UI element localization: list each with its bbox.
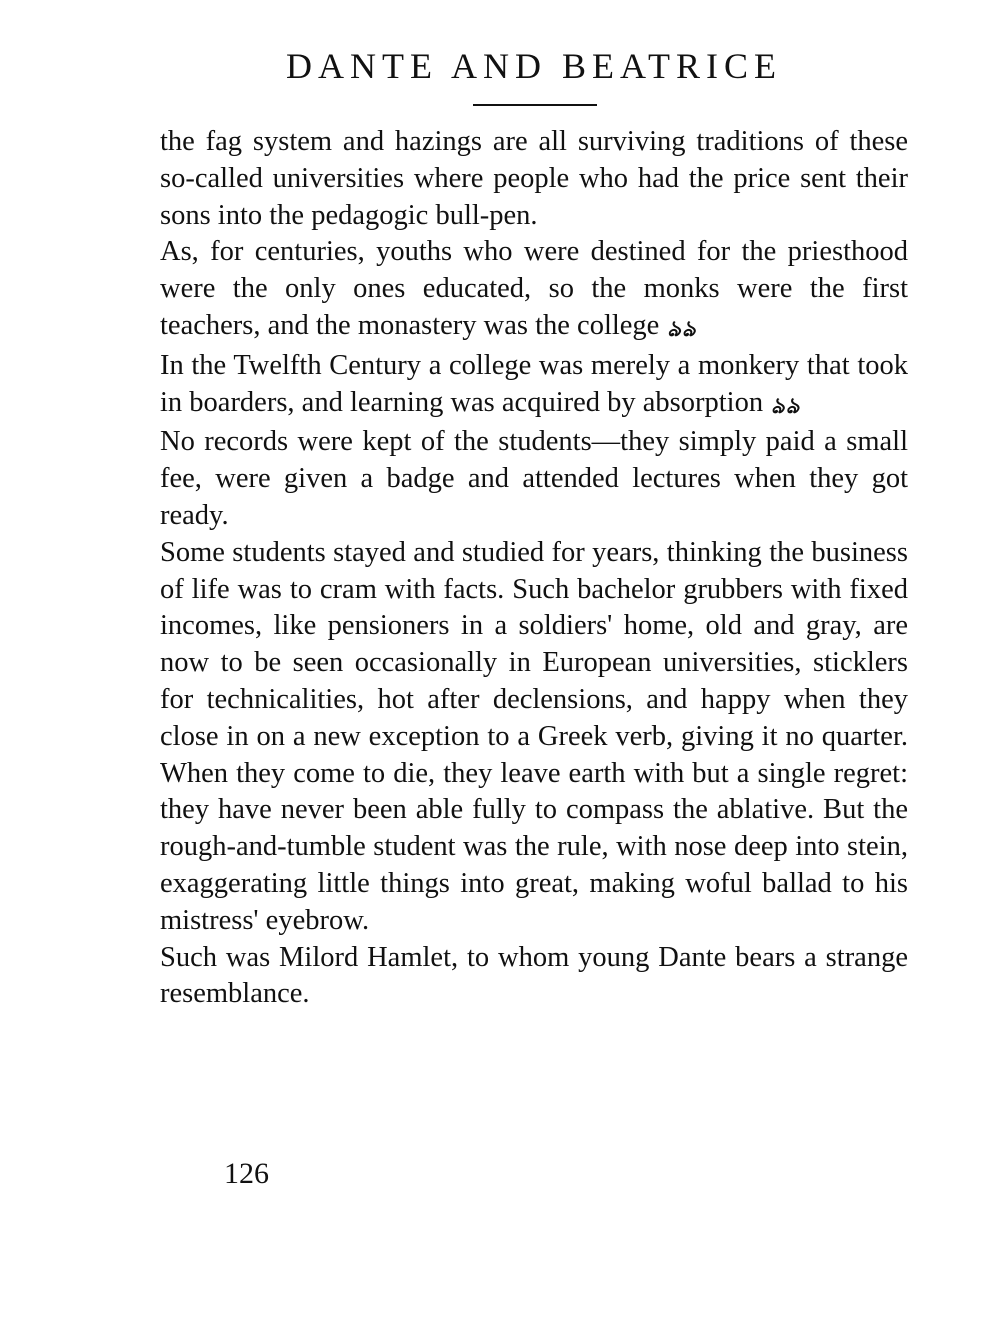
running-head: DANTE AND BEATRICE	[286, 46, 782, 86]
paragraph	[160, 124, 908, 234]
paragraph	[160, 234, 908, 347]
paragraph-text: As, for centuries, youths who were destined for the priesthood were the only ones educated, so the monks were the first teachers, and the monastery was the college	[160, 236, 908, 341]
paragraph	[160, 424, 908, 534]
paragraph-ornament-icon: ঌ ঌ	[667, 315, 694, 341]
body-text	[160, 124, 908, 1013]
paragraph-text: Such was Milord Hamlet, to whom young Dante bears a strange resemblance.	[160, 941, 908, 1010]
paragraph-ornament-icon: ঌ ঌ	[771, 392, 798, 418]
page-number: 126	[224, 1157, 269, 1190]
paragraph	[160, 535, 908, 940]
paragraph-text: Some students stayed and studied for years, thinking the business of life was to cram with facts. Such bachelor grubbers with fixed incomes, like pensioners in a soldiers' home, old and gray, are now to be seen occasionally in European universities, sticklers for technicalities, hot after declensions, and happy when they close in on a new exception to a Greek verb, giving it no quarter. When they come to die, they leave earth with but a single regret: they have never been able fully to compass the ablative. But the rough-and-tumble student was the rule, with nose deep into stein, exaggerating little things into great, making woful ballad to his mistress' eyebrow.	[160, 536, 908, 936]
paragraph-text: the fag system and hazings are all surviving traditions of these so-called universities where people who had the price sent their sons into the pedagogic bull-pen.	[160, 126, 908, 231]
paragraph-text: No records were kept of the students—they simply paid a small fee, were given a badge and attended lectures when they got ready.	[160, 426, 908, 531]
paragraph-text: In the Twelfth Century a college was merely a monkery that took in boarders, and learning was acquired by absorption	[160, 349, 908, 418]
paragraph	[160, 348, 908, 425]
head-rule	[473, 104, 597, 106]
paragraph	[160, 940, 908, 1014]
